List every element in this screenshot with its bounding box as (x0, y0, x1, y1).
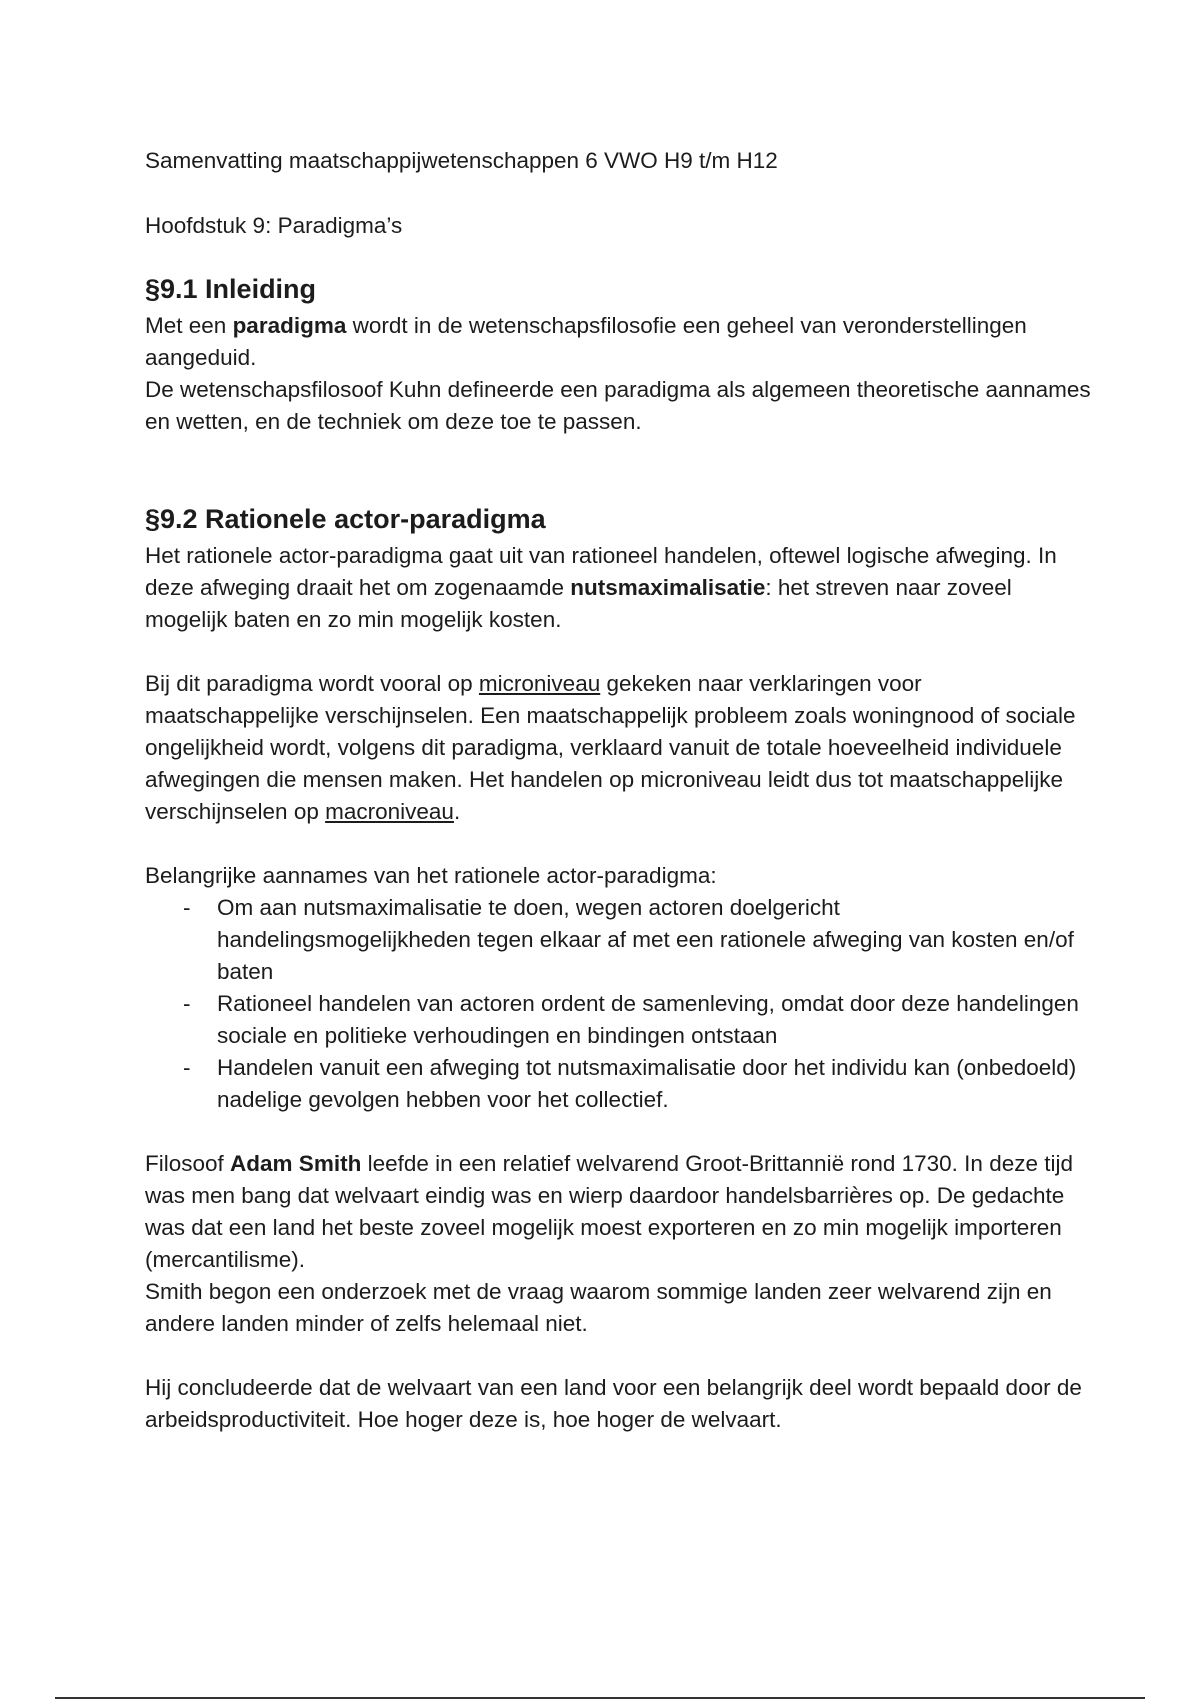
paragraph-microniveau (145, 668, 1095, 828)
page-bottom-rule (55, 1697, 1145, 1699)
text-run: Filosoof (145, 1151, 231, 1176)
text-run: wordt in de wetenschapsfilosofie een geheel van veronderstellingen aangeduid. (145, 313, 1027, 370)
text-run: leefde in een relatief welvarend Groot-Brittannië rond 1730. In deze tijd was men bang dat welvaart eindig was en wierp daardoor handelsbarrières op. De gedachte was dat een land het beste zoveel mogelijk moest exporteren en zo min mogelijk importeren (mercantilisme). (145, 1151, 1073, 1272)
bullet-dash-icon: - (183, 895, 191, 920)
spacer (145, 636, 1095, 668)
spacer (145, 1116, 1095, 1148)
list-item (145, 1052, 1095, 1116)
section-heading: §9.1 Inleiding (145, 274, 317, 304)
list-item (145, 892, 1095, 988)
text-run: gekeken naar verklaringen voor maatschappelijke verschijnselen. Een maatschappelijk probleem zoals woningnood of sociale ongelijkheid wordt, volgens dit paradigma, verklaard vanuit de totale hoeveelheid individuele afwegingen die mensen maken. Het handelen op microniveau leidt dus tot maatschappelijke verschijnselen op (145, 671, 1076, 824)
text-run: Bij dit paradigma wordt vooral op (145, 671, 479, 696)
bullet-dash-icon: - (183, 1055, 191, 1080)
text-run: Het rationele actor-paradigma gaat uit van rationeel handelen, oftewel logische afweging. In deze afweging draait het om zogenaamde (145, 543, 1057, 600)
chapter-title: Hoofdstuk 9: Paradigma’s (145, 213, 403, 238)
text-run: . (453, 799, 461, 824)
spacer (145, 1340, 1095, 1372)
bullet-dash-icon: - (183, 991, 191, 1016)
list-item-text: Handelen vanuit een afweging tot nutsmaximalisatie door het individu kan (onbedoeld) nadelige gevolgen hebben voor het collectief. (217, 1055, 1077, 1112)
paragraph-conclusie: Hij concludeerde dat de welvaart van een land voor een belangrijk deel wordt bepaald door de arbeidsproductiviteit. Hoe hoger deze is, hoe hoger de welvaart. (145, 1375, 1082, 1432)
text-run: : het streven naar zoveel mogelijk baten en zo min mogelijk kosten. (145, 575, 1012, 632)
bold-term-paradigma: paradigma (232, 313, 347, 338)
document-title: Samenvatting maatschappijwetenschappen 6 VWO H9 t/m H12 (145, 148, 778, 173)
underlined-term-macroniveau: macroniveau (325, 799, 454, 824)
paragraph-rationeel-handelen (145, 540, 1095, 636)
underlined-term-microniveau: microniveau (478, 671, 601, 696)
assumptions-list (145, 892, 1095, 1116)
section-heading: §9.2 Rationele actor-paradigma (145, 504, 546, 534)
list-item (145, 988, 1095, 1052)
bold-term-nutsmaximalisatie: nutsmaximalisatie (570, 575, 766, 600)
section-inleiding (145, 272, 1095, 438)
list-item-text: Om aan nutsmaximalisatie te doen, wegen actoren doelgericht handelingsmogelijkheden tegen elkaar af met een rationele afweging van kosten en/of baten (217, 895, 1074, 984)
paragraph-paradigma-definition (145, 310, 1095, 374)
paragraph-kuhn: De wetenschapsfilosoof Kuhn defineerde een paradigma als algemeen theoretische aannames en wetten, en de techniek om deze toe te passen. (145, 377, 1091, 434)
bold-name-adam-smith: Adam Smith (230, 1151, 362, 1176)
text-run: Met een (145, 313, 233, 338)
paragraph-adam-smith (145, 1148, 1095, 1276)
list-item-text: Rationeel handelen van actoren ordent de samenleving, omdat door deze handelingen sociale en politieke verhoudingen en bindingen ontstaan (217, 991, 1079, 1048)
spacer (145, 828, 1095, 860)
list-intro: Belangrijke aannames van het rationele actor-paradigma: (145, 863, 717, 888)
paragraph-smith-onderzoek: Smith begon een onderzoek met de vraag waarom sommige landen zeer welvarend zijn en andere landen minder of zelfs helemaal niet. (145, 1279, 1052, 1336)
section-rationele-actor (145, 502, 1095, 1436)
